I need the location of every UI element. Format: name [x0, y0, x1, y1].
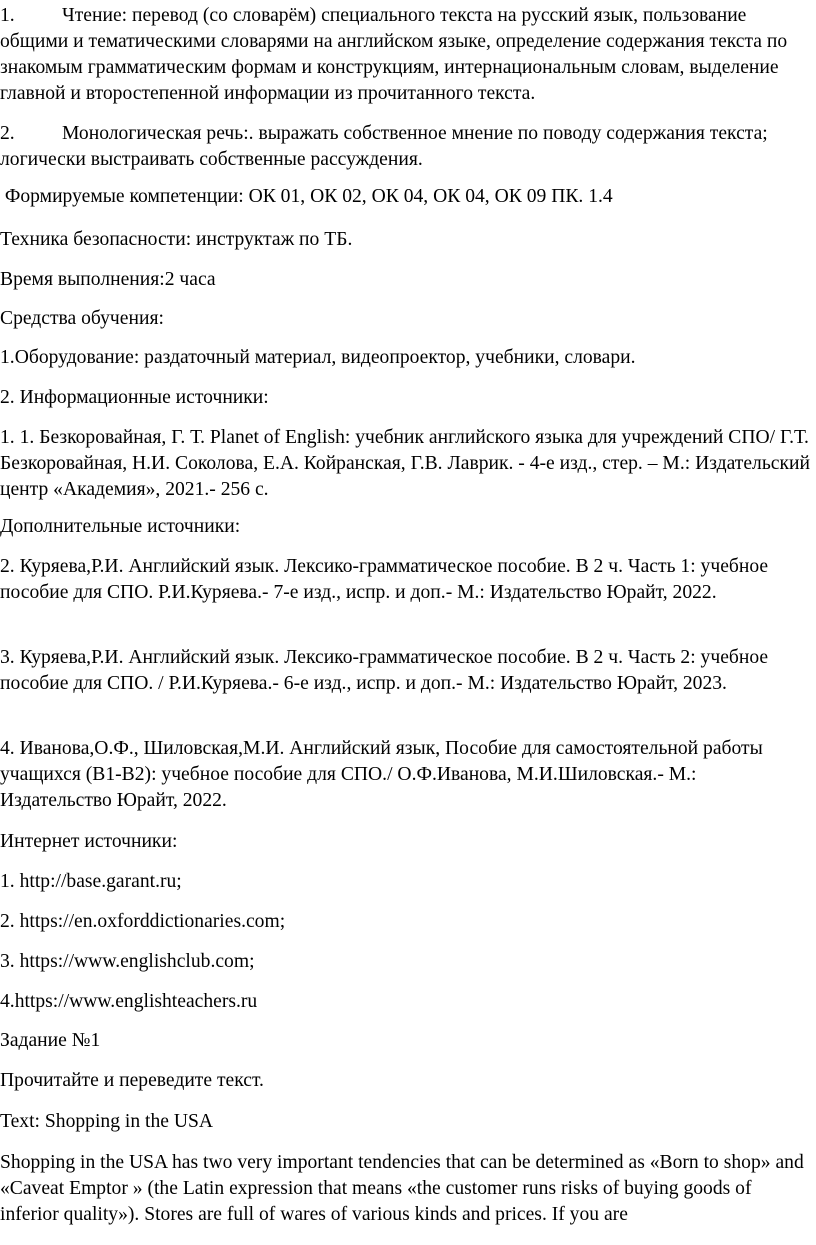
- objective-speech: [0, 121, 812, 173]
- internet-source-3: 3. https://www.englishclub.com;: [0, 951, 255, 972]
- task-instruction: Прочитайте и переведите текст.: [0, 1070, 264, 1091]
- objective-reading-text: Чтение: перевод (со словарём) специального текста на русский язык, пользование общими и тематическими словарями на английском языке, определение содержания текста по знакомым грамматическим формам и конструкциям, интернациональным словам, выделение главной и второстепенной информации из прочитанного текста.: [0, 5, 788, 104]
- text-title: Text: Shopping in the USA: [0, 1111, 214, 1132]
- info-sources-heading: 2. Информационные источники:: [0, 387, 269, 408]
- additional-source-2: 2. Куряева,Р.И. Английский язык. Лексико-грамматическое пособие. В 2 ч. Часть 1: учебное пособие для СПО. Р.И.Куряева.- 7-е изд., испр. и доп.- М.: Издательство Юрайт, 2022.: [0, 556, 769, 603]
- main-source-entry: 1. 1. Безкоровайная, Г. Т. Planet of English: учебник английского языка для учреждений СПО/ Г.Т. Безкоровайная, Н.И. Соколова, Е.А. Койранская, Г.В. Лаврик. - 4-е изд., стер. – М.: Издательский центр «Академия», 2021.- 256 с.: [0, 427, 810, 500]
- safety-line: Техника безопасности: инструктаж по ТБ.: [0, 229, 353, 250]
- task-heading: Задание №1: [0, 1030, 101, 1051]
- additional-source-4: 4. Иванова,О.Ф., Шиловская,М.И. Английский язык, Пособие для самостоятельной работы учащихся (В1-В2): учебное пособие для СПО./ О.Ф.Иванова, М.И.Шиловская.- М.: Издательство Юрайт, 2022.: [0, 738, 763, 811]
- internet-source-2: 2. https://en.oxforddictionaries.com;: [0, 911, 286, 932]
- duration-line: Время выполнения:2 часа: [0, 269, 216, 290]
- internet-sources-heading: Интернет источники:: [0, 831, 178, 852]
- objective-reading: [0, 3, 812, 107]
- additional-source-3: 3. Куряева,Р.И. Английский язык. Лексико-грамматическое пособие. В 2 ч. Часть 2: учебное пособие для СПО. / Р.И.Куряева.- 6-е изд., испр. и доп.- М.: Издательство Юрайт, 2023.: [0, 647, 769, 694]
- means-heading: Средства обучения:: [0, 308, 164, 329]
- text-body: Shopping in the USA has two very important tendencies that can be determined as «Born to shop» and «Caveat Emptor » (the Latin expression that means «the customer runs risks of buying goods of inferior quality»). Stores are full of wares of various kinds and prices. If you are: [0, 1152, 804, 1225]
- internet-source-4: 4.https://www.englishteachers.ru: [0, 991, 258, 1012]
- objective-speech-number: 2.: [0, 123, 15, 144]
- internet-source-1: 1. http://base.garant.ru;: [0, 871, 182, 892]
- objective-reading-number: 1.: [0, 5, 15, 26]
- objective-speech-text: Монологическая речь:. выражать собственное мнение по поводу содержания текста; логически выстраивать собственные рассуждения.: [0, 123, 768, 170]
- competencies-line: Формируемые компетенции: ОК 01, ОК 02, ОК 04, ОК 04, ОК 09 ПК. 1.4: [0, 186, 613, 207]
- additional-sources-heading: Дополнительные источники:: [0, 516, 241, 537]
- equipment-line: 1.Оборудование: раздаточный материал, видеопроектор, учебники, словари.: [0, 347, 636, 368]
